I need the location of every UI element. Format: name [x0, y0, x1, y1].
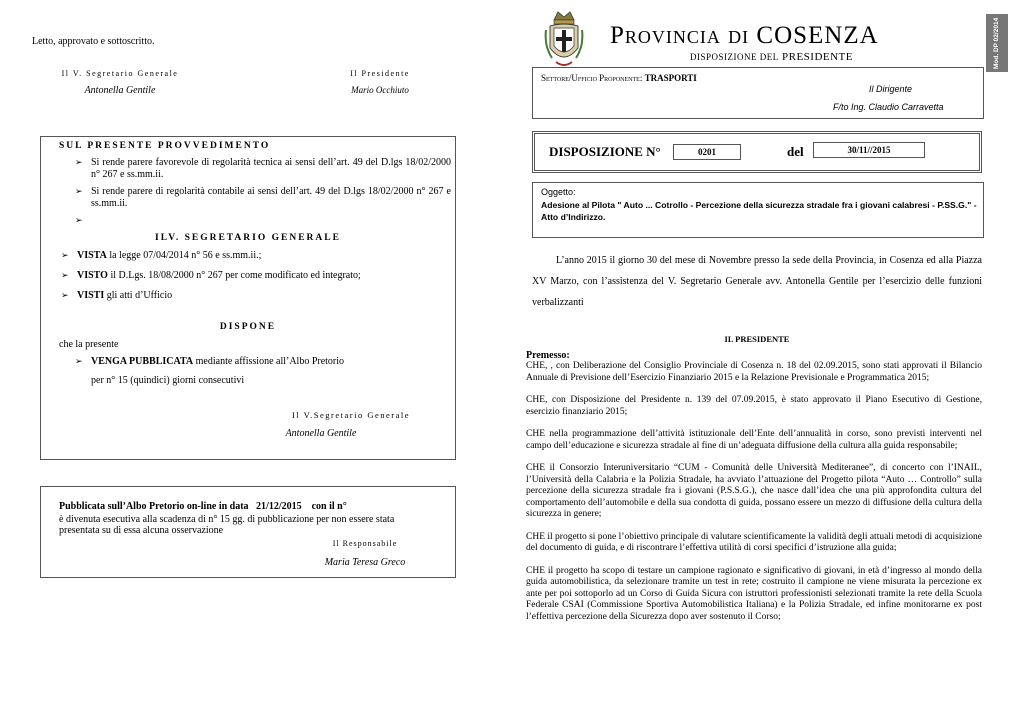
premesso-paragraph-6: CHE il progetto ha scopo di testare un campione ragionato e significativo di giovani, in età d’ingresso al mondo della guida automobilistica, da selezionare tramite un test in rete; costruito il campione ne viene misurata la percezione ex ante per poi sottoporlo ad un Corso di Guida Sicura con istruttori professionisti selezionati tramite la rete della Scuola Federale CSAI (Commissione Sportiva Automobilistica Italiana) e la Polizia Stradale, ed infine monitorarne ex post l’effettiva percezione della Sicurezza dopo aver sostenuto il Corso;: [526, 565, 982, 622]
del-label: del: [787, 144, 804, 159]
esecutiva-line: è divenuta esecutiva alla scadenza di n° 15 gg. di pubblicazione per non essere stata presentata su di essa alcuna osservazione: [59, 514, 395, 536]
coat-of-arms-icon: [544, 10, 584, 70]
premesso-paragraph-2: CHE, con Disposizione del Presidente n. 139 del 07.09.2015, è stato approvato il Piano Esecutivo di Gestione, esercizio finanziario 2015;: [526, 395, 982, 417]
visto-dlgs: ➢ VISTO il D.Lgs. 18/08/2000 n° 267 per come modificato ed integrato;: [53, 270, 443, 282]
premesso-paragraph-5: CHE il progetto si pone l’obiettivo principale di valutare scientificamente la validità degli attuali metodi di acquisizione del documento di guida, e di riscontrare l’effettiva utilità di corsi specifici d’istruzione alla guida;: [526, 531, 982, 553]
president-name: Mario Occhiuto: [351, 85, 409, 95]
provvedimento-heading: SUL PRESENTE PROVVEDIMENTO: [59, 141, 271, 151]
provvedimento-box: [40, 136, 456, 460]
disposizione-number: 0201: [673, 144, 741, 160]
responsabile-title: Il Responsabile: [332, 539, 398, 548]
che-la-presente: che la presente: [59, 339, 119, 350]
secretary-heading: ILV. SEGRETARIO GENERALE: [155, 233, 341, 243]
parere-tecnico: ➢ Si rende parere favorevole di regolarità tecnica ai sensi dell’art. 49 del D.lgs 18/02/2000 n° 267 e ss.mm.ii.: [67, 157, 451, 181]
disposizione-box: [532, 131, 982, 173]
venga-pubblicata: ➢ VENGA PUBBLICATA mediante affissione all’Albo Pretorio: [67, 356, 447, 368]
intro-paragraph: L’anno 2015 il giorno 30 del mese di Novembre presso la sede della Provincia, in Cosenza ed alla Piazza XV Marzo, con l’assistenza del V. Segretario Generale avv. Antonella Gentile per l’esercizio delle funzioni verbalizzanti: [532, 255, 982, 308]
disposizione-date: 30/11//2015: [813, 142, 925, 158]
parere-contabile: ➢ Si rende parere di regolarità contabile ai sensi dell’art. 49 del D.lgs 18/02/2000 n° 267 e ss.mm.ii.: [67, 186, 451, 210]
oggetto-text: Adesione al Pilota " Auto ... Cotrollo - Percezione della sicurezza stradale fra i giovani calabresi - P.SS.G." - Atto d’Indirizzo.: [541, 200, 977, 222]
org-title: Provincia di COSENZA: [610, 22, 879, 49]
vice-secretary-title: Il V. Segretario Generale: [61, 69, 179, 78]
model-tab: Mod. DP 02/2014: [986, 14, 1008, 72]
pubblicata-line: Pubblicata sull’Albo Pretorio on-line in data 21/12/2015 con il n°: [59, 501, 347, 512]
document-subtitle: DISPOSIZIONE DEL PRESIDENTE: [690, 51, 853, 63]
dirigente-name: F/to Ing. Claudio Carravetta: [833, 102, 944, 112]
vista-legge: ➢ VISTA la legge 07/04/2014 n° 56 e ss.mm.ii.;: [53, 250, 443, 262]
settore-line: Settore/Ufficio Proponente: TRASPORTI: [541, 73, 697, 83]
visti-list: [53, 250, 443, 302]
president-title: Il Presidente: [350, 69, 410, 78]
disposizione-label: DISPOSIZIONE N°: [549, 144, 661, 159]
approval-text: Letto, approvato e sottoscritto.: [32, 36, 155, 47]
premesso-label: Premesso:: [526, 350, 570, 361]
periodo-pubblicazione: per n° 15 (quindici) giorni consecutivi: [91, 375, 245, 386]
visti-atti: ➢ VISTI gli atti d’Ufficio: [53, 290, 443, 302]
oggetto-box: [532, 182, 984, 238]
premesso-paragraph-3: CHE nella programmazione dell’attività istituzionale dell’Ente dell’annualità in corso, sono previsti interventi nel campo dell’educazione e sicurezza stradale al fine di un’adeguata diffusione della cultura alla guida responsabile;: [526, 429, 982, 451]
dirigente-label: Il Dirigente: [869, 84, 913, 94]
premesso-paragraph-1: CHE, , con Deliberazione del Consiglio Provinciale di Cosenza n. 18 del 02.09.2015, sono stati approvati il Bilancio Annuale di Previsione dell’Esercizio Finanziario 2015 e la Relazione Previsionale e Programmatica 2015;: [526, 361, 982, 383]
dispone-heading: DISPONE: [219, 322, 277, 332]
empty-bullet: [67, 215, 451, 227]
settore-box: [532, 67, 984, 119]
albo-pretorio-box: [40, 486, 456, 578]
box1-sign-title: Il V.Segretario Generale: [291, 410, 411, 420]
vice-secretary-name: Antonella Gentile: [84, 85, 156, 96]
box1-sign-name: Antonella Gentile: [285, 428, 357, 439]
oggetto-label: Oggetto:: [541, 187, 576, 197]
premesso-body: [526, 361, 982, 623]
il-presidente-heading: IL PRESIDENTE: [724, 334, 790, 344]
premesso-paragraph-4: CHE il Consorzio Interuniversitario “CUM - Comunità delle Università Mediteranee”, di concerto con l’INAIL, l’Università della Calabria e la Polizia Stradale, ha avviato l’attuazione del Progetto pilota “Auto … Controllo” sulla percezione della sicurezza stradale fra i giovani (P.S.S.G.), che nasce dall’idea che una più approfondita cultura del comportamento dell’automobile e della sua condotta di guida, possano essere un mezzo di diffusione della cultura della sicurezza in genere;: [526, 463, 982, 519]
responsabile-name: Maria Teresa Greco: [324, 557, 406, 568]
